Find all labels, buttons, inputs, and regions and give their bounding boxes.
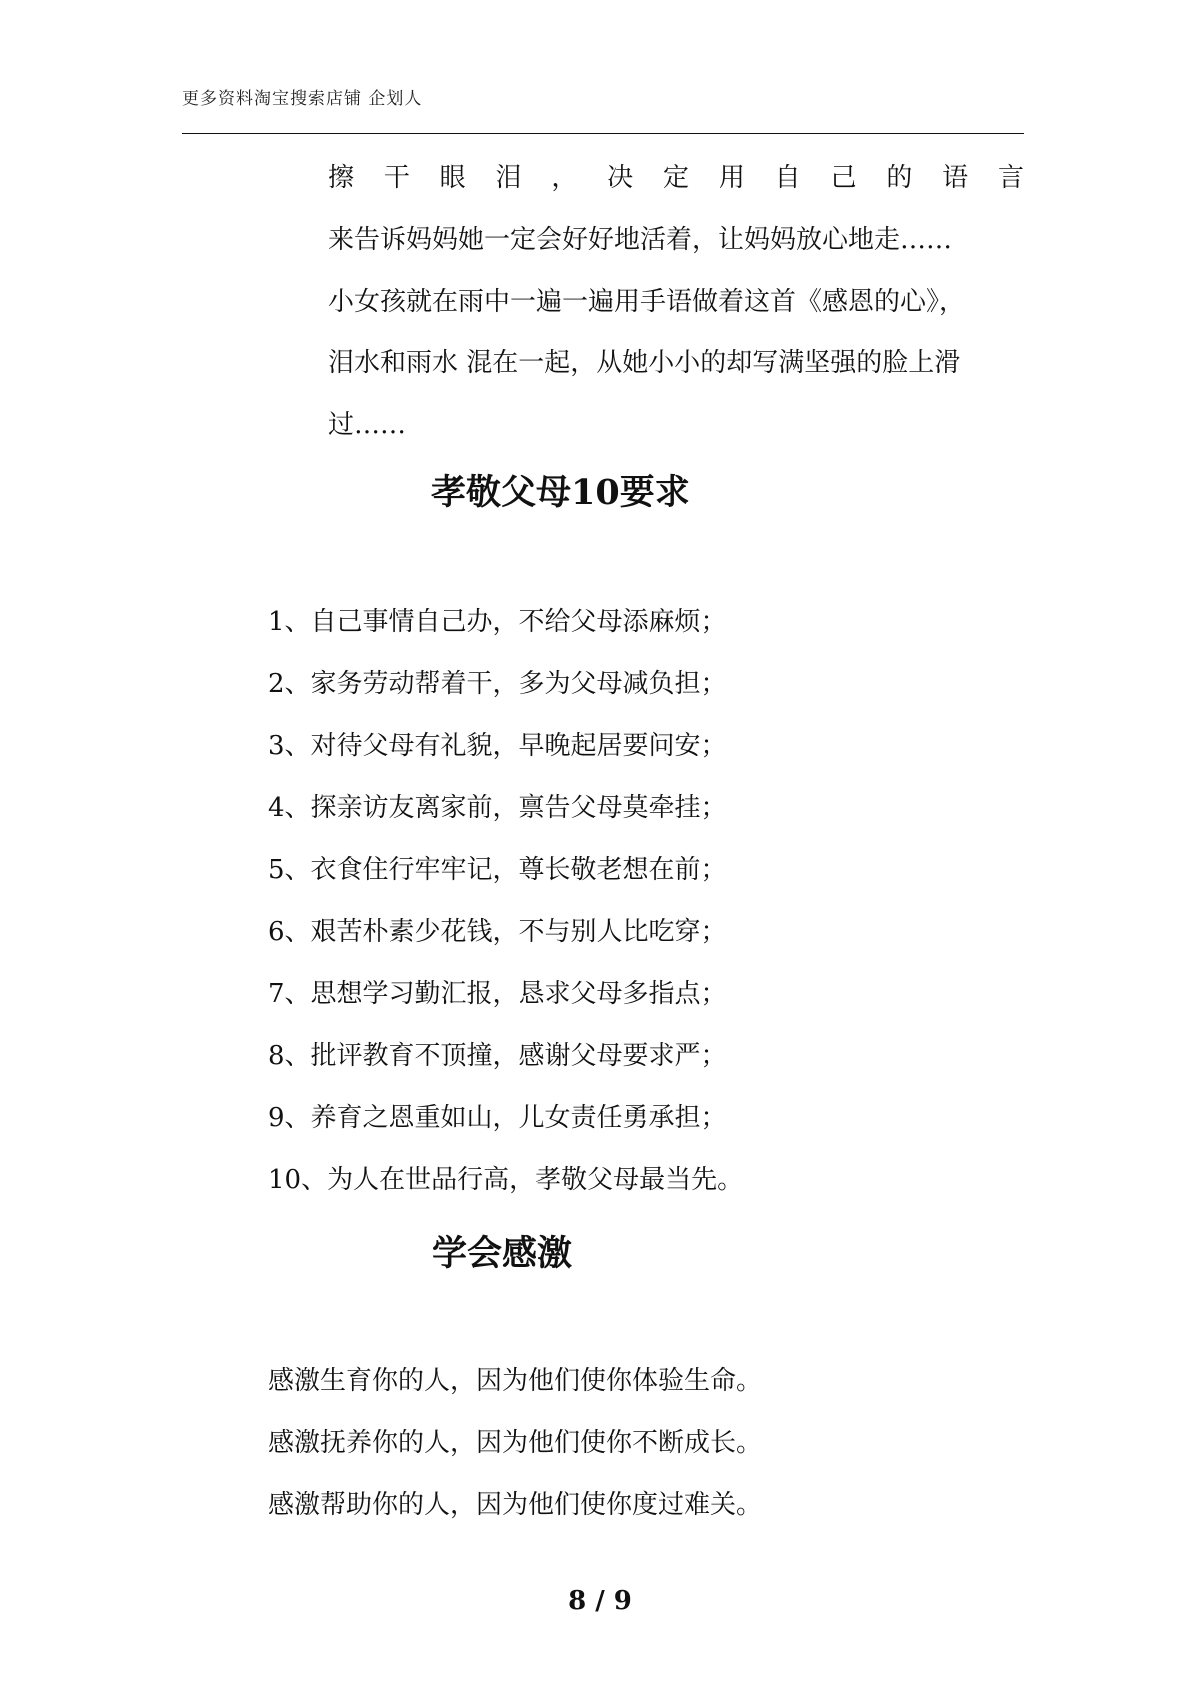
list-item: 1、自己事情自己办，不给父母添麻烦； (268, 607, 727, 637)
section-title-gratitude: 学会感激 (432, 1233, 573, 1274)
story-line: 来告诉妈妈她一定会好好地活着，让妈妈放心地走…… (328, 225, 953, 255)
list-item: 感激抚养你的人，因为他们使你不断成长。 (268, 1428, 763, 1458)
list-item: 感激生育你的人，因为他们使你体验生命。 (268, 1366, 763, 1396)
list-item: 8、批评教育不顶撞，感谢父母要求严； (268, 1041, 727, 1071)
list-item: 5、衣食住行牢牢记，尊长敬老想在前； (268, 855, 727, 885)
list-item: 9、养育之恩重如山，儿女责任勇承担； (268, 1103, 727, 1133)
list-item: 感激帮助你的人，因为他们使你度过难关。 (268, 1490, 763, 1520)
story-line: 过…… (328, 410, 407, 440)
section-title-filial-rules: 孝敬父母10要求 (431, 472, 690, 513)
list-item: 2、家务劳动帮着干，多为父母减负担； (268, 669, 727, 699)
story-line: 泪水和雨水 混在一起，从她小小的却写满坚强的脸上滑 (328, 348, 961, 378)
list-item: 4、探亲访友离家前，禀告父母莫牵挂； (268, 793, 727, 823)
list-item: 3、对待父母有礼貌，早晚起居要问安； (268, 731, 727, 761)
list-item: 10、为人在世品行高，孝敬父母最当先。 (268, 1165, 744, 1195)
story-line: 小女孩就在雨中一遍一遍用手语做着这首《感恩的心》， (328, 287, 966, 317)
header-divider (182, 133, 1024, 134)
story-line: 擦干眼泪，决定用自己的语言 (328, 163, 1024, 193)
list-item: 7、思想学习勤汇报，恳求父母多指点； (268, 979, 727, 1009)
page-header: 更多资料淘宝搜索店铺 企划人 (182, 89, 423, 109)
list-item: 6、艰苦朴素少花钱，不与别人比吃穿； (268, 917, 727, 947)
page-number: 8 / 9 (568, 1586, 632, 1616)
